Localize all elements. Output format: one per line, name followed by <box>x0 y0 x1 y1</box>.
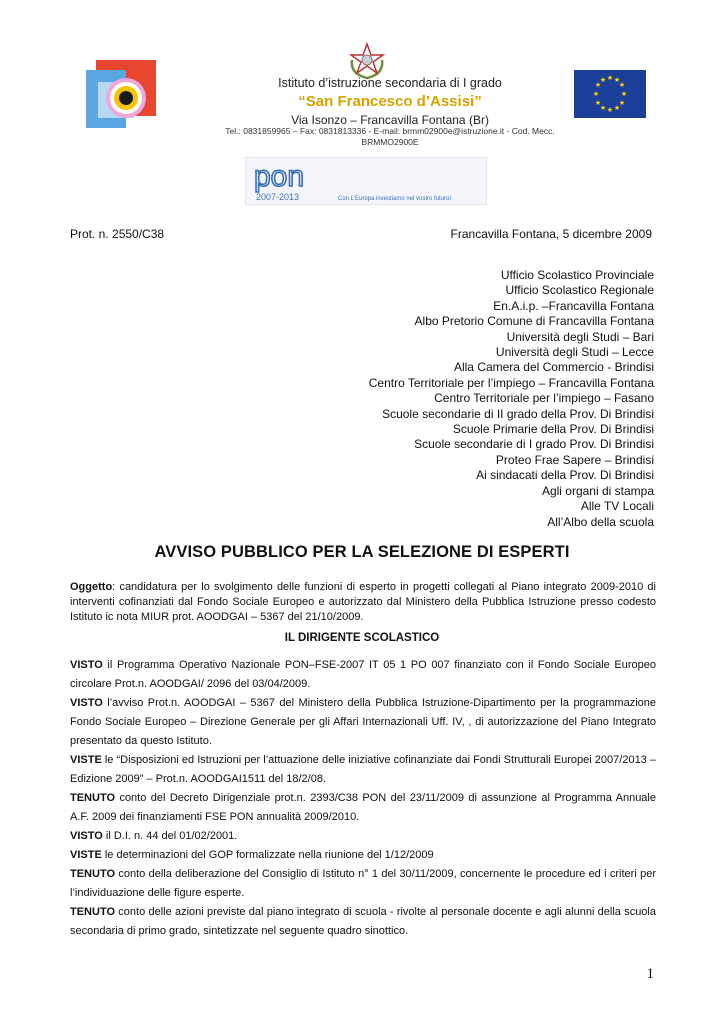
consideration-item <box>70 865 656 903</box>
consideration-text: il Programma Operativo Nazionale PON–FSE-2007 IT 05 1 PO 007 finanziato con il Fondo Sociale Europeo circolare Prot.n. AOODGAI/ 2096 del 03/04/2009. <box>70 659 656 690</box>
svg-text:★: ★ <box>594 81 602 89</box>
consideration-item <box>70 694 656 751</box>
consideration-item <box>70 789 656 827</box>
recipient: Università degli Studi – Bari <box>506 329 654 344</box>
pon-years: 2007-2013 <box>256 192 300 202</box>
svg-text:★: ★ <box>592 90 600 98</box>
recipient: En.A.i.p. –Francavilla Fontana <box>493 298 654 313</box>
recipients-list <box>369 268 654 530</box>
pon-banner <box>245 157 487 205</box>
svg-text:★: ★ <box>606 106 614 114</box>
recipient: Ufficio Scolastico Provinciale <box>500 268 654 282</box>
pon-logo-icon: pon <box>254 160 305 193</box>
consideration-item <box>70 846 656 865</box>
recipient: Scuole Primarie della Prov. Di Brindisi <box>452 422 654 437</box>
recipient: Proteo Frae Sapere – Brindisi <box>495 452 654 467</box>
recipient: Agli organi di stampa <box>541 483 654 498</box>
school-type: Istituto d’istruzione secondaria di I grado <box>278 76 502 90</box>
svg-text:★: ★ <box>613 76 621 84</box>
pon-slogan: Con L’Europa investiamo nel vostro futuro! <box>338 196 452 202</box>
consideration-item <box>70 903 656 941</box>
school-address: Via Isonzo – Francavilla Fontana (Br) <box>291 113 489 127</box>
consideration-keyword: TENUTO <box>70 792 116 804</box>
consideration-item <box>70 751 656 789</box>
recipient: Ufficio Scolastico Regionale <box>505 283 654 298</box>
consideration-text: conto della deliberazione del Consiglio di Istituto n° 1 del 30/11/2009, concernente le procedure ed i criteri per l’individuazione delle figure esperte. <box>70 868 656 899</box>
svg-text:★: ★ <box>618 81 626 89</box>
recipient: Centro Territoriale per l’impiego – Fasano <box>434 391 654 406</box>
school-logo <box>86 60 158 128</box>
document-title: AVVISO PUBBLICO PER LA SELEZIONE DI ESPERTI <box>154 543 570 561</box>
subject-paragraph <box>70 580 656 625</box>
contacts-line-2: BRMMO2900E <box>361 137 419 147</box>
recipient: Ai sindacati della Prov. Di Brindisi <box>476 468 654 483</box>
svg-text:★: ★ <box>606 74 614 82</box>
subject-label: Oggetto <box>70 581 113 593</box>
consideration-text: conto del Decreto Dirigenziale prot.n. 2393/C38 PON del 23/11/2009 di assunzione al Programma Annuale A.F. 2009 dei finanziamenti FSE PON annualità 2009/2010. <box>70 792 656 823</box>
recipient: Scuole secondarie di II grado della Prov. Di Brindisi <box>382 406 654 421</box>
consideration-text: l’avviso Prot.n. AOODGAI – 5367 del Ministero della Pubblica Istruzione-Dipartimento per la programmazione Fondo Sociale Europeo – Direzione Generale per gli Affari Internazionali Uff. IV, , di autorizzazione del Piano Integrato presentato da questo Istituto. <box>70 697 656 747</box>
svg-text:★: ★ <box>613 104 621 112</box>
svg-text:★: ★ <box>594 99 602 107</box>
page-number: 1 <box>646 966 654 982</box>
consideration-keyword: VISTO <box>70 697 103 709</box>
dirigente-heading: IL DIRIGENTE SCOLASTICO <box>284 632 440 644</box>
svg-text:★: ★ <box>599 76 607 84</box>
consideration-text: le determinazioni del GOP formalizzate nella riunione del 1/12/2009 <box>101 849 434 861</box>
eu-flag-icon <box>574 70 646 118</box>
svg-text:★: ★ <box>618 99 626 107</box>
svg-text:★: ★ <box>620 90 628 98</box>
consideration-keyword: VISTO <box>70 659 103 671</box>
consideration-keyword: TENUTO <box>70 868 116 880</box>
recipient: All’Albo della scuola <box>547 514 654 529</box>
consideration-text: le “Disposizioni ed Istruzioni per l’attuazione delle iniziative cofinanziate dai Fondi Strutturali Europei 2007/2013 – Edizione 2009” – Prot.n. AOODGAI1511 del 18/2/08. <box>70 754 656 785</box>
consideration-keyword: TENUTO <box>70 906 116 918</box>
school-contacts <box>180 126 600 148</box>
recipient: Scuole secondarie di I grado Prov. Di Brindisi <box>414 437 654 452</box>
contacts-line-1: Tel.: 0831859965 – Fax: 0831813336 - E-mail: brmm02900e@istruzione.it - Cod. Mecc. <box>225 126 555 136</box>
consideration-item <box>70 656 656 694</box>
italian-emblem-icon <box>348 40 386 80</box>
considerations-list <box>70 656 656 941</box>
consideration-text: il D.I. n. 44 del 01/02/2001. <box>102 830 238 842</box>
recipient: Alle TV Locali <box>580 499 654 514</box>
consideration-keyword: VISTE <box>70 849 102 861</box>
consideration-keyword: VISTE <box>70 754 102 766</box>
consideration-text: conto delle azioni previste dal piano integrato di scuola - rivolte al personale docente e agli alunni della scuola secondaria di primo grado, sintetizzate nel seguente quadro sinottico. <box>70 906 656 937</box>
consideration-item <box>70 827 656 846</box>
place-date: Francavilla Fontana, 5 dicembre 2009 <box>450 227 652 241</box>
consideration-keyword: VISTO <box>70 830 103 842</box>
svg-text:★: ★ <box>599 104 607 112</box>
recipient: Alla Camera del Commercio - Brindisi <box>453 360 654 375</box>
recipient: Centro Territoriale per l’impiego – Francavilla Fontana <box>368 375 654 390</box>
subject-text: : candidatura per lo svolgimento delle funzioni di esperto in progetti collegati al Piano integrato 2009-2010 di interventi cofinanziati dal Fondo Sociale Europeo e autorizzato dal Ministero della Pubblica Istruzione presso codesto Istituto ic nota MIUR prot. AOODGAI – 5367 del 21/10/2009. <box>70 581 656 623</box>
recipient: Università degli Studi – Lecce <box>495 345 654 360</box>
recipient: Albo Pretorio Comune di Francavilla Fontana <box>414 314 654 329</box>
school-name: “San Francesco d’Assisi” <box>298 93 482 110</box>
protocol-number: Prot. n. 2550/C38 <box>70 227 165 241</box>
